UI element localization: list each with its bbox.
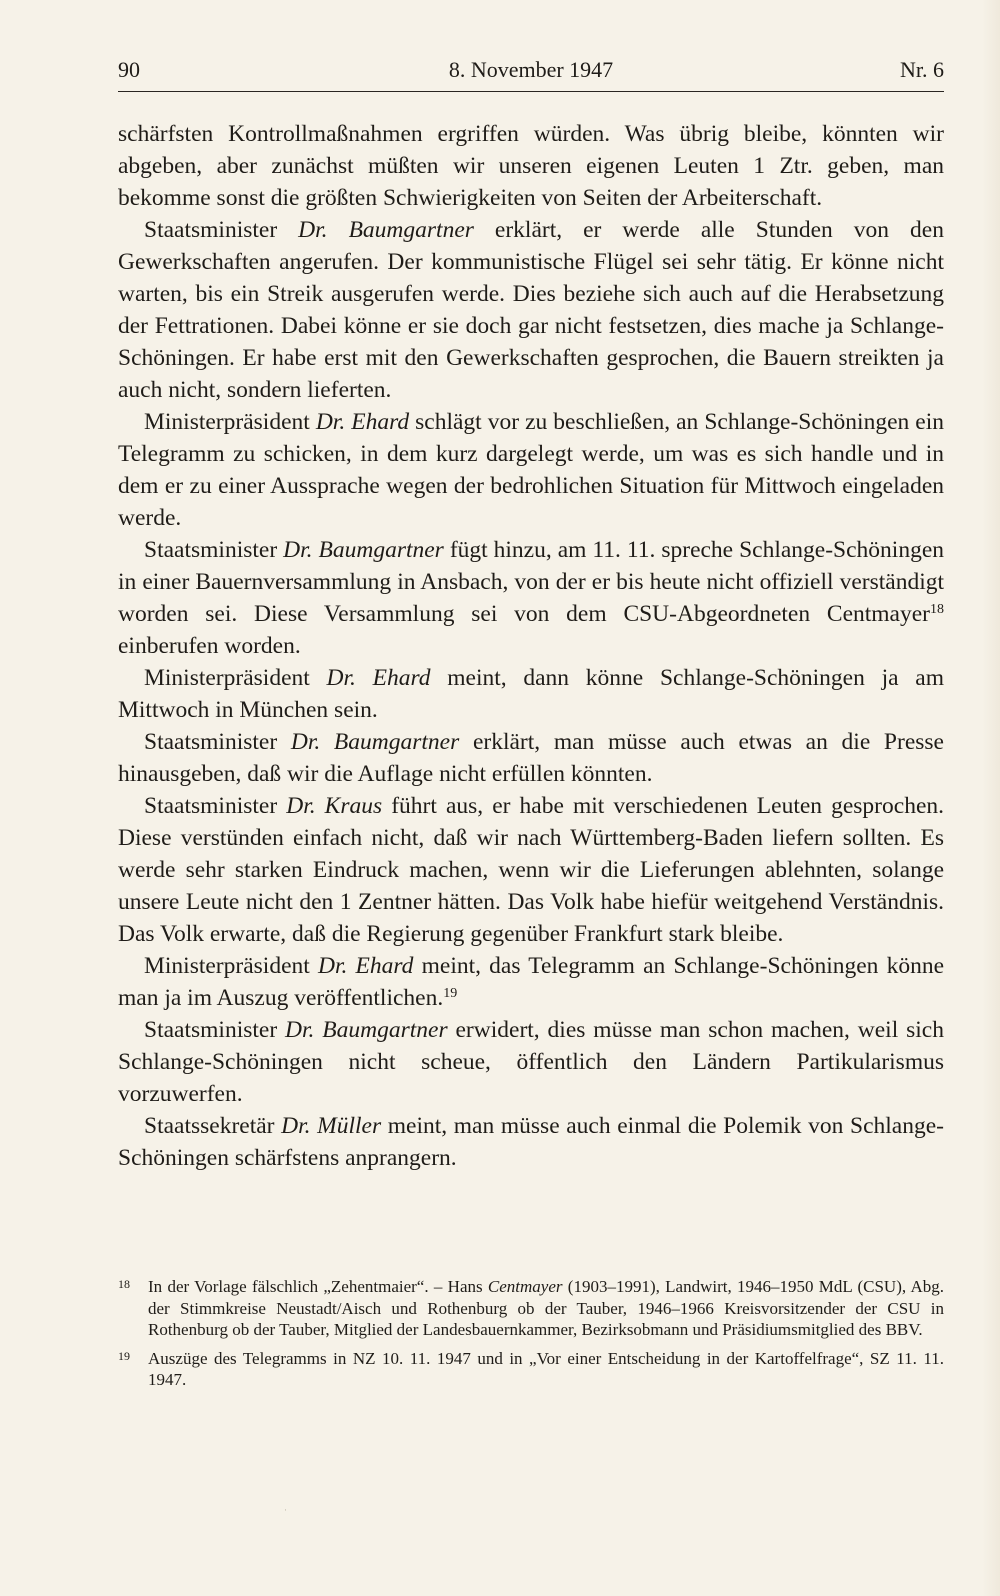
- text-run: meint, das Telegramm an Schlange-Schöningen könne man ja im Auszug veröffentlichen.: [118, 953, 945, 1011]
- page-edge: [982, 0, 1000, 1596]
- paragraph: [118, 1014, 944, 1110]
- body-text: [118, 118, 944, 1174]
- text-run: In der Vorlage fälschlich „Zehentmaier“. – Hans: [148, 1277, 488, 1296]
- paragraph: [118, 726, 944, 790]
- text-run: Ministerpräsident: [144, 409, 316, 435]
- paragraph: [118, 214, 944, 406]
- text-run: Ministerpräsident: [144, 953, 318, 979]
- page-number: 90: [118, 57, 140, 82]
- text-run: erklärt, man müsse auch etwas an die Presse hinausgeben, daß wir die Auflage nicht erfüllen könnten.: [118, 729, 944, 787]
- footnote-reference: 19: [443, 986, 458, 1001]
- text-run: führt aus, er habe mit verschiedenen Leuten gesprochen. Diese verstünden einfach nicht, daß wir nach Württemberg-Baden liefern sollten. Es werde sehr starken Eindruck machen, wenn wir die Lieferungen ablehnten, solange unsere Leute nicht den 1 Zentner hätten. Das Volk habe hiefür weitgehend Verständnis. Das Volk erwarte, daß die Regierung gegenüber Frankfurt stark bleibe.: [118, 793, 944, 947]
- text-run: Staatsminister: [144, 1017, 286, 1043]
- document-number: Nr. 6: [900, 57, 944, 82]
- text-run: Ministerpräsident: [144, 665, 327, 691]
- paragraph: [118, 118, 944, 214]
- paragraph: [118, 534, 944, 662]
- speaker-name: Dr. Baumgartner: [283, 537, 444, 563]
- paragraph: [118, 790, 944, 950]
- text-run: Staatsminister: [144, 793, 287, 819]
- paragraph: [118, 662, 944, 726]
- text-run: meint, dann könne Schlange-Schöningen ja am Mittwoch in München sein.: [118, 665, 944, 723]
- text-run: einberufen worden.: [118, 633, 301, 659]
- paragraph: [118, 950, 944, 1014]
- speaker-name: Dr. Baumgartner: [285, 1017, 448, 1043]
- text-run: erklärt, er werde alle Stunden von den Gewerkschaften angerufen. Der kommunistische Flügel sei sehr tätig. Er könne nicht warten, bis ein Streik ausgerufen werde. Dies beziehe sich auch auf die Herabsetzung der Fettrationen. Dabei könne er sie doch gar nicht festsetzen, dies mache ja Schlange-Schöningen. Er habe erst mit den Gewerkschaften gesprochen, die Bauern streikten ja auch nicht, sondern lieferten.: [118, 217, 944, 403]
- speaker-name: Dr. Ehard: [326, 665, 431, 691]
- speaker-name: Centmayer: [487, 1277, 563, 1296]
- speaker-name: Dr. Müller: [281, 1113, 382, 1139]
- footnote-number: 18: [118, 1277, 130, 1291]
- footnote: [118, 1348, 944, 1391]
- text-run: Staatsminister: [144, 217, 299, 243]
- text-run: meint, man müsse auch einmal die Polemik von Schlange-Schöningen schärfstens anprangern.: [118, 1113, 944, 1171]
- footnote-reference: 18: [930, 602, 944, 617]
- text-run: Staatsminister: [144, 729, 291, 755]
- speaker-name: Dr. Ehard: [315, 409, 410, 435]
- running-header: [118, 57, 944, 92]
- paper-speck: ·: [284, 1505, 287, 1515]
- footnote: [118, 1276, 944, 1341]
- footnote-number: 19: [118, 1348, 130, 1363]
- footnotes: [118, 1276, 944, 1398]
- speaker-name: Dr. Kraus: [286, 793, 383, 819]
- text-run: Staatssekretär: [144, 1113, 282, 1139]
- text-run: schlägt vor zu beschließen, an Schlange-Schöningen ein Telegramm zu schicken, in dem kurz dargelegt werde, um was es sich handle und in dem er zu einer Aussprache wegen der bedrohlichen Situation für Mittwoch eingeladen werde.: [118, 409, 945, 531]
- speaker-name: Dr. Baumgartner: [298, 217, 474, 243]
- header-date: 8. November 1947: [448, 57, 614, 82]
- speaker-name: Dr. Ehard: [317, 953, 414, 979]
- text-run: (1903–1991), Landwirt, 1946–1950 MdL (CSU), Abg. der Stimmkreise Neustadt/Aisch und Rothenburg ob der Tauber, 1946–1966 Kreisvorsitzender der CSU in Rothenburg ob der Tauber, Mitglied der Landesbauernkammer, Bezirksobmann und Präsidiumsmitglied des BBV.: [148, 1277, 944, 1339]
- speaker-name: Dr. Baumgartner: [290, 729, 460, 755]
- paragraph: [118, 1110, 944, 1174]
- text-run: fügt hinzu, am 11. 11. spreche Schlange-Schöningen in einer Bauernversammlung in Ansbach, von der er bis heute nicht offiziell verständigt worden sei. Diese Versammlung sei von dem CSU-Abgeordneten Centmayer: [118, 537, 945, 627]
- text-run: Staatsminister: [144, 537, 284, 563]
- paragraph: [118, 406, 944, 534]
- text-run: erwidert, dies müsse man schon machen, weil sich Schlange-Schöningen nicht scheue, öffentlich den Ländern Partikularismus vorzuwerfen.: [118, 1017, 944, 1107]
- text-run: schärfsten Kontrollmaßnahmen ergriffen würden. Was übrig bleibe, könnten wir abgeben, aber zunächst müßten wir unseren eigenen Leuten 1 Ztr. geben, man bekomme sonst die größten Schwierigkeiten von Seiten der Arbeiterschaft.: [118, 121, 944, 211]
- text-run: Auszüge des Telegramms in NZ 10. 11. 1947 und in „Vor einer Entscheidung in der Kartoffelfrage“, SZ 11. 11. 1947.: [148, 1348, 944, 1389]
